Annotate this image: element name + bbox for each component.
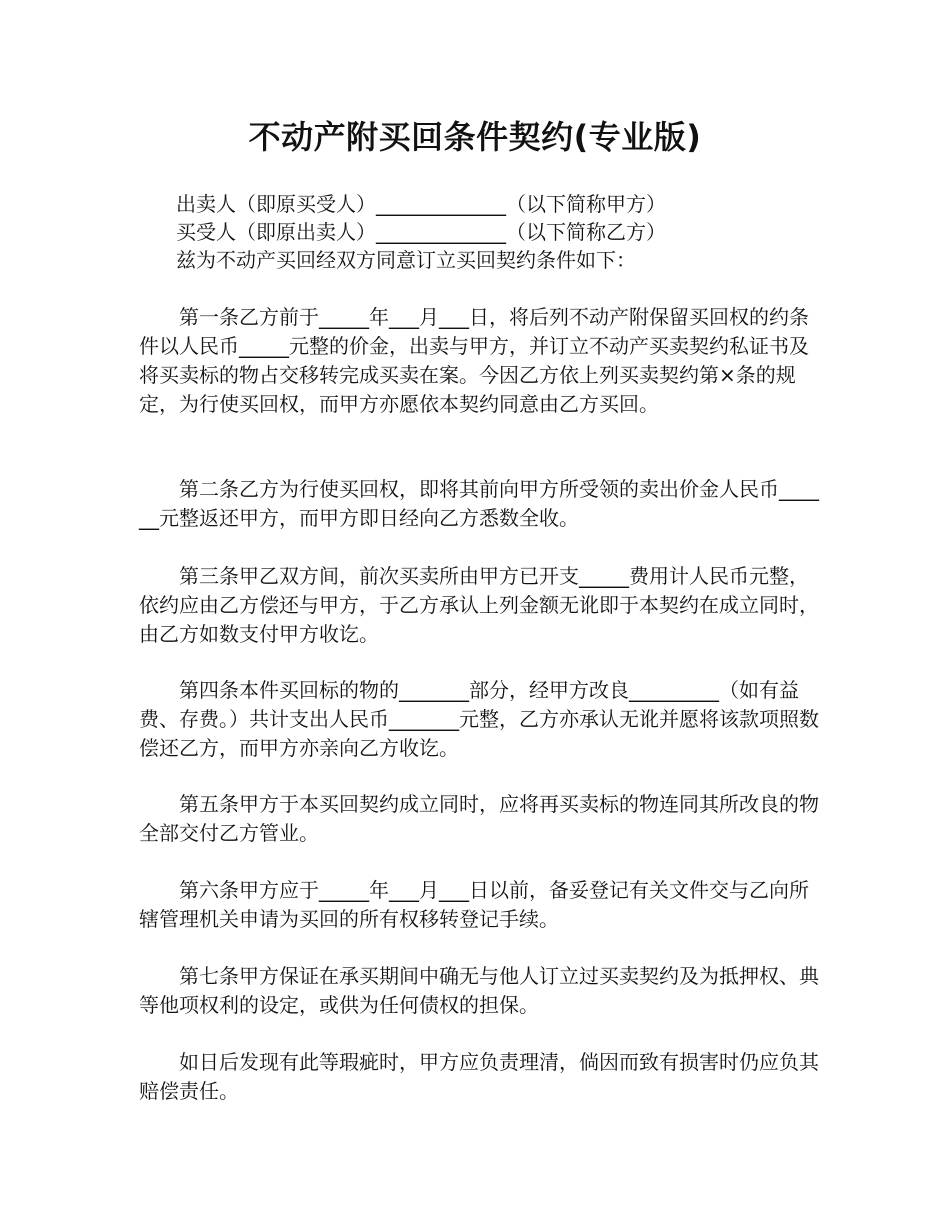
article-7-supplement: 如日后发现有此等瑕疵时，甲方应负责理清，倘因而致有损害时仍应负其赔偿责任。 (139, 1050, 819, 1103)
article-2: 第二条乙方为行使买回权，即将其前向甲方所受领的卖出价金人民币______元整返还甲方，而甲方即日经向乙方悉数全收。 (139, 477, 819, 530)
article-3: 第三条甲乙双方间，前次买卖所由甲方已开支_____费用计人民币元整，依约应由乙方偿还与甲方，于乙方承认上列金额无讹即于本契约在成立同时，由乙方如数支付甲方收讫。 (139, 564, 819, 646)
article-1: 第一条乙方前于_____年___月___日，将后列不动产附保留买回权的约条件以人民币_____元整的价金，出卖与甲方，并订立不动产买卖契约私证书及将买卖标的物占交移转完成买卖在案。今因乙方依上列买卖契约第×条的规定，为行使买回权，而甲方亦愿依本契约同意由乙方买回。 (139, 305, 809, 416)
article-6: 第六条甲方应于_____年___月___日以前，备妥登记有关文件交与乙向所辖管理机关申请为买回的所有权移转登记手续。 (139, 878, 809, 931)
article-4: 第四条本件买回标的物的_______部分，经甲方改良_________（如有益费、存费。）共计支出人民币_______元整，乙方亦承认无讹并愿将该款项照数偿还乙方，而甲方亦亲向乙方收讫。 (139, 678, 819, 760)
document-title: 不动产附买回条件契约(专业版) (248, 118, 702, 156)
article-7: 第七条甲方保证在承买期间中确无与他人订立过买卖契约及为抵押权、典等他项权利的设定，或供为任何债权的担保。 (139, 964, 819, 1017)
seller-line: 出卖人（即原买受人）_____________（以下简称甲方） (176, 192, 666, 216)
article-5: 第五条甲方于本买回契约成立同时，应将再买卖标的物连同其所改良的物全部交付乙方管业。 (139, 792, 819, 845)
buyer-line: 买受人（即原出卖人）_____________（以下简称乙方） (176, 220, 666, 244)
intro-line: 兹为不动产买回经双方同意订立买回契约条件如下： (176, 248, 636, 272)
